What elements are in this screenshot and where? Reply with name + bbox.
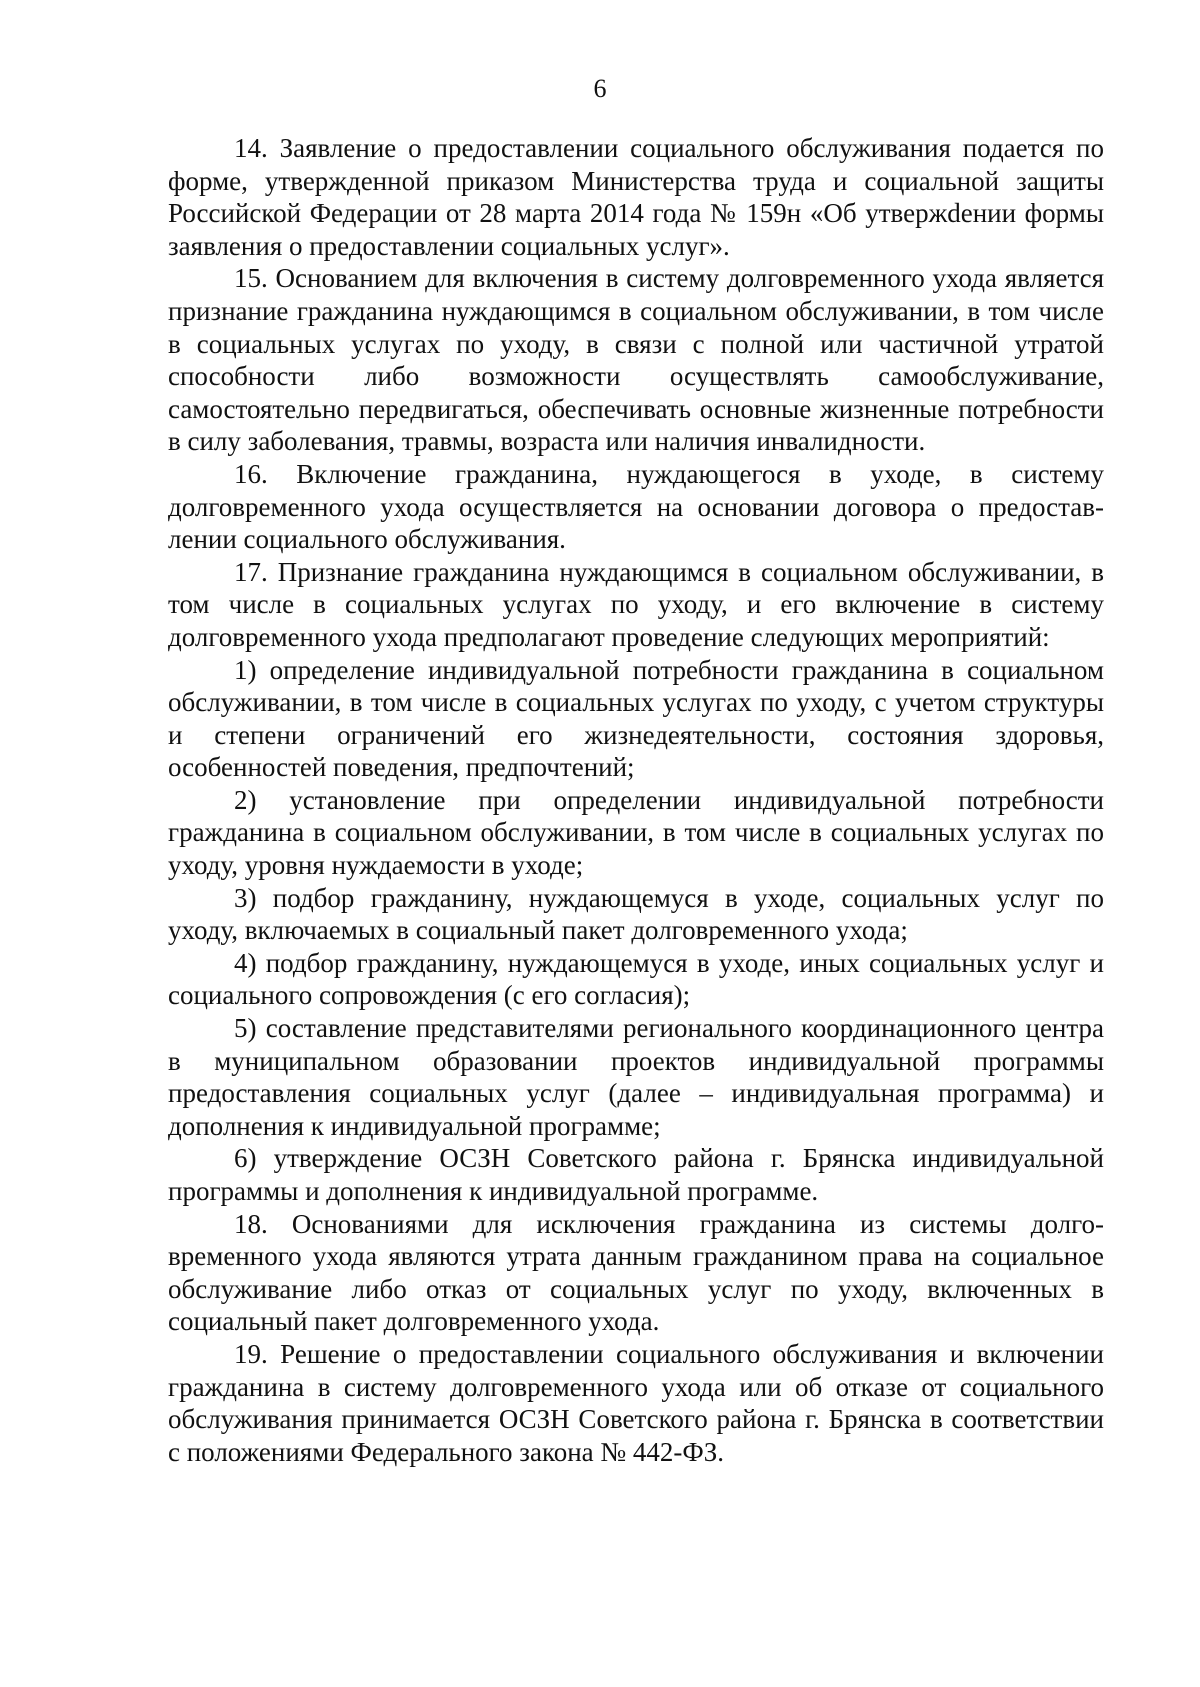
list-item-3: 3) подбор гражданину, нуждающемуся в уходе, социальных услуг по уходу, включаемых в социальный пакет долговременного ухода;: [168, 882, 1104, 946]
list-item-2: 2) установление при определении индивидуальной потребности гражданина в социальном обслуживании, в том числе в социальных услугах по уходу, уровня нуждаемости в уходе;: [168, 784, 1104, 881]
paragraph-14: 14. Заявление о предоставлении социального обслуживания подается по форме, утвержденной приказом Министерства труда и социальной защиты Российской Федерации от 28 марта 2014 года № 159н «Об утвержdении формы заявления о предоставлении социальных услуг».: [168, 133, 1104, 261]
list-item-1: 1) определение индивидуальной потребности гражданина в социальном обслуживании, в том числе в социальных услугах по уходу, с учетом структуры и степени ограничений его жизнедеятельности, состояния здоровья, особенностей поведения, предпочтений;: [168, 654, 1104, 783]
paragraph-17: 17. Признание гражданина нуждающимся в социальном обслуживании, в том числе в социальных услугах по уходу, и его включение в систему долговременного ухода предполагают проведение следующих мероприятий:: [168, 556, 1104, 652]
paragraph-19: 19. Решение о предоставлении социального обслуживания и включении гражданина в систему долговременного ухода или об отказе от социального обслуживания принимается ОСЗН Советского района г. Брянска в соответствии с положениями Федерального закона № 442-ФЗ.: [168, 1338, 1104, 1467]
list-item-5: 5) составление представителями регионального координационного центра в муниципальном образовании проектов индивидуальной программы предоставления социальных услуг (далее – индивидуальная программа) и дополнения к индивидуальной программе;: [168, 1013, 1104, 1141]
paragraph-16: 16. Включение гражданина, нуждающегося в уходе, в систему долговременного ухода осуществляется на основании договора о предоставлении социального обслуживания.: [168, 458, 1104, 555]
list-item-6: 6) утверждение ОСЗН Советского района г. Брянска индивидуальной программы и дополнения к индивидуальной программе.: [168, 1143, 1104, 1206]
document-body: [168, 132, 1104, 1468]
paragraph-18: 18. Основаниями для исключения гражданина из системы долговременного ухода являются утрата данным гражданином права на социальное обслуживание либо отказ от социальных услуг по уходу, включенных в социальный пакет долговременного ухода.: [168, 1208, 1104, 1337]
page-number: 6: [593, 74, 607, 103]
paragraph-15: 15. Основанием для включения в систему долговременного ухода является признание гражданина нуждающимся в социальном обслуживании, в том числе в социальных услугах по уходу, в связи с полной или частичной утратой способности либо возможности осуществлять самообслуживание, самостоятельно передвигаться, обеспечивать основные жизненные потребности в силу заболевания, травмы, возраста или наличия инвалидности.: [168, 263, 1104, 457]
list-item-4: 4) подбор гражданину, нуждающемуся в уходе, иных социальных услуг и социального сопровождения (с его согласия);: [168, 947, 1104, 1011]
